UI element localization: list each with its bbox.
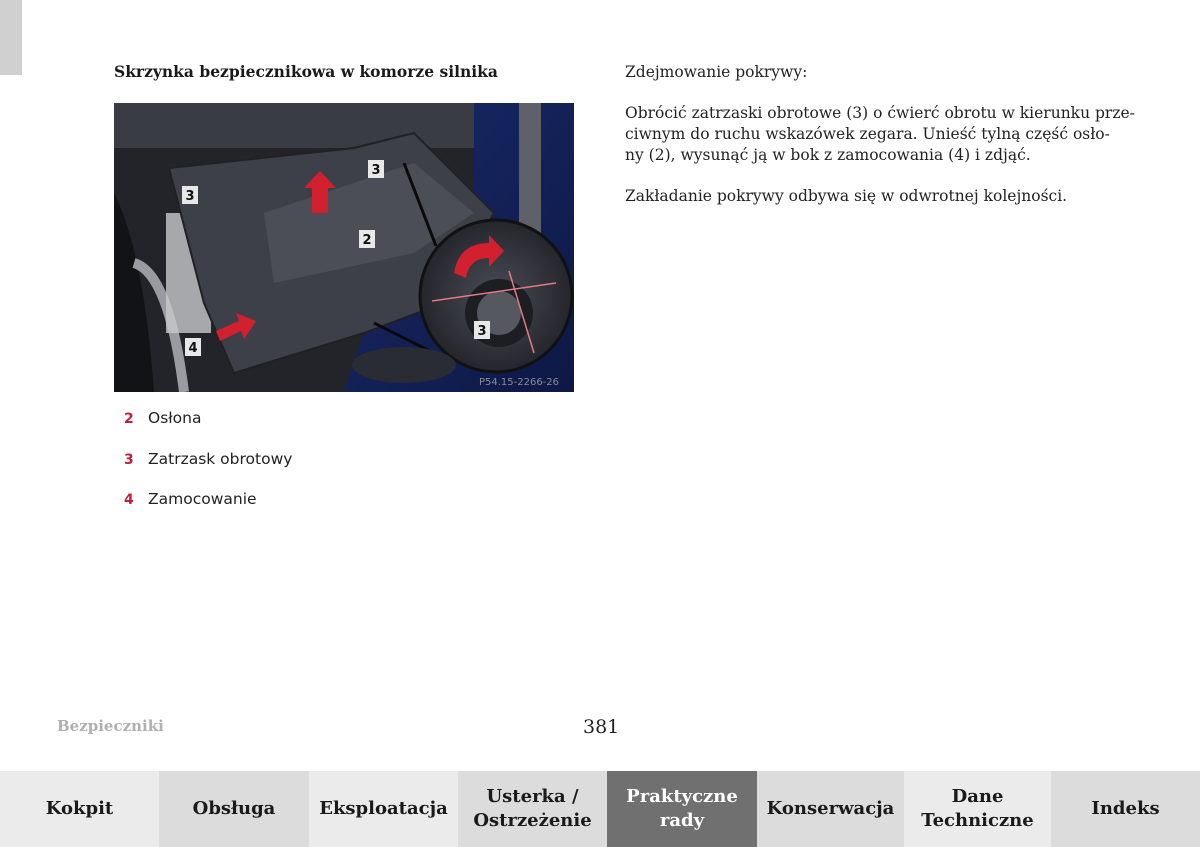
nav-tab-label: Praktyczne: [626, 786, 738, 807]
legend-label: Zamocowanie: [148, 490, 257, 508]
engine-fusebox-photo: [114, 103, 574, 392]
nav-tab-label: Dane: [951, 786, 1004, 807]
nav-tab-praktyczne-rady[interactable]: [607, 771, 757, 847]
legend-number: 2: [124, 411, 134, 427]
fusebox-illustration: [114, 103, 574, 392]
page-number: 381: [583, 716, 620, 738]
instructions-column: [625, 62, 1135, 227]
callout-4: 4: [188, 341, 198, 356]
legend-item: [124, 409, 292, 450]
paragraph-line: ny (2), wysunąć ją w bok z zamocowania (4) i zdjąć.: [625, 146, 1031, 164]
nav-tab-obsluga[interactable]: [159, 771, 309, 847]
legend-item: [124, 490, 292, 531]
reinstall-paragraph: Zakładanie pokrywy odbywa się w odwrotnej kolejności.: [625, 187, 1068, 205]
callout-2: 2: [362, 233, 372, 248]
legend-label: Zatrzask obrotowy: [148, 449, 293, 468]
nav-tab-label: Eksploatacja: [319, 798, 448, 819]
nav-tab-label-line2: Ostrzeżenie: [473, 810, 592, 831]
nav-tab-label-line2: Techniczne: [921, 810, 1034, 831]
callout-3-top: 3: [371, 163, 381, 178]
paragraph-line: Obrócić zatrzaski obrotowe (3) o ćwierć obrotu w kierunku prze-: [625, 104, 1135, 122]
callout-3-zoom: 3: [477, 324, 487, 339]
section-title: Skrzynka bezpiecznikowa w komorze silnika: [114, 62, 498, 81]
nav-tab-eksploatacja[interactable]: [309, 771, 458, 847]
nav-tab-dane-techniczne[interactable]: [904, 771, 1051, 847]
instructions-heading: Zdejmowanie pokrywy:: [625, 63, 808, 81]
figure-code: P54.15-2266-26: [478, 377, 560, 388]
corner-tab-marker: [0, 0, 22, 75]
nav-tab-label: Konserwacja: [766, 798, 895, 819]
callout-3-left: 3: [185, 189, 195, 204]
nav-tab-kokpit[interactable]: [0, 771, 159, 847]
legend-number: 3: [124, 451, 134, 468]
nav-tab-label: Kokpit: [45, 798, 114, 819]
legend-item: [124, 450, 292, 491]
nav-tab-label: Obsługa: [192, 798, 276, 819]
chapter-navigation: [0, 771, 1200, 847]
nav-tab-label: Usterka /: [486, 786, 579, 807]
nav-tab-label-line2: rady: [659, 810, 705, 831]
legend-label: Osłona: [148, 409, 202, 427]
nav-tab-konserwacja[interactable]: [757, 771, 904, 847]
instructions-paragraph: [625, 103, 1135, 166]
legend-number: 4: [124, 492, 134, 508]
paragraph-line: ciwnym do ruchu wskazówek zegara. Unieść tylną część osło-: [625, 125, 1110, 143]
nav-tab-label: Indeks: [1091, 798, 1160, 819]
footer-section-name: Bezpieczniki: [57, 717, 164, 735]
legend-list: [124, 409, 292, 531]
nav-tab-usterka[interactable]: [458, 771, 607, 847]
nav-tab-indeks[interactable]: [1051, 771, 1200, 847]
